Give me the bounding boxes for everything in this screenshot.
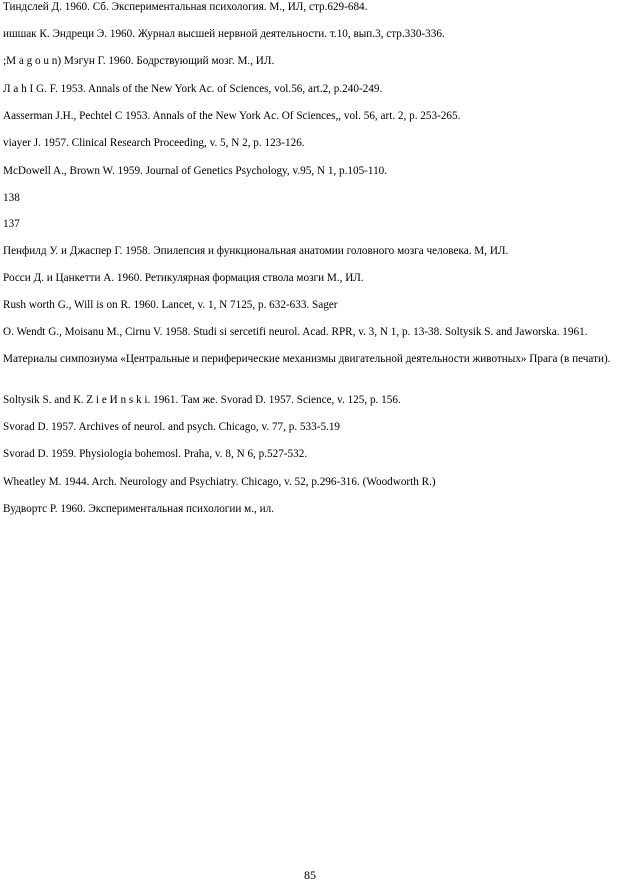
reference-item: O. Wendt G., Moisanu M., Cirnu V. 1958. Studi si sercetifi neurol. Acad. RPR, v. 3, N 1, p. 13-38. Soltysik S. and Jaworska. 1961. (3, 326, 588, 338)
reference-item: Тиндслей Д. 1960. Сб. Экспериментальная психология. М., ИЛ, стр.629-684. (3, 1, 368, 13)
reference-item: McDowell A., Brown W. 1959. Journal of Genetics Psychology, v.95, N 1, p.105-110. (3, 165, 388, 177)
reference-item: Aasserman J.H., Pechtel C 1953. Annals of the New York Ac. Of Sciences,, vol. 56, art. 2, p. 253-265. (3, 110, 461, 122)
reference-item: Svorad D. 1957. Archives of neurol. and psych. Chicago, v. 77, p. 533-5.19 (3, 421, 341, 433)
reference-item: 137 (3, 218, 20, 230)
reference-item: 138 (3, 192, 20, 204)
reference-item: Rush worth G., Will is on R. 1960. Lancet, v. 1, N 7125, p. 632-633. Sager (3, 299, 338, 311)
reference-item: Вудвортс Р. 1960. Экспериментальная психологии м., ил. (3, 503, 274, 515)
reference-item: Материалы симпозиума «Центральные и периферические механизмы двигательной деятельности животных» Прага (в печати). (3, 353, 611, 365)
reference-item: Svorad D. 1959. Physiologia bohemosl. Praha, v. 8, N 6, p.527-532. (3, 448, 308, 460)
reference-item: ишшак К. Эндреци Э. 1960. Журнал высшей нервной деятельности. т.10, вып.3, стр.330-336. (3, 28, 445, 40)
reference-item: Пенфилд У. и Джаспер Г. 1958. Эпилепсия и функциональная анатомии головного мозга человека. М, ИЛ. (3, 245, 509, 257)
page-number: 85 (304, 868, 316, 882)
reference-item: viayer J. 1957. Clinical Research Proceeding, v. 5, N 2, p. 123-126. (3, 137, 305, 149)
reference-item: Л a h I G. F. 1953. Annals of the New York Ac. of Sciences, vol.56, art.2, p.240-249. (3, 83, 383, 95)
reference-item: Wheatley M. 1944. Arch. Neurology and Psychiatry. Chicago, v. 52, p.296-316. (Woodworth R.) (3, 476, 436, 488)
reference-item: Росси Д. и Цанкетти А. 1960. Ретикулярная формация ствола мозги М., ИЛ. (3, 272, 364, 284)
reference-item: ;M a g o u n) Мэгун Г. 1960. Бодрствующий мозг. М., ИЛ. (3, 55, 275, 67)
reference-item: Soltysik S. and К. Z i e И n s k i. 1961. Там же. Svorad D. 1957. Science, v. 125, p. 156. (3, 394, 401, 406)
